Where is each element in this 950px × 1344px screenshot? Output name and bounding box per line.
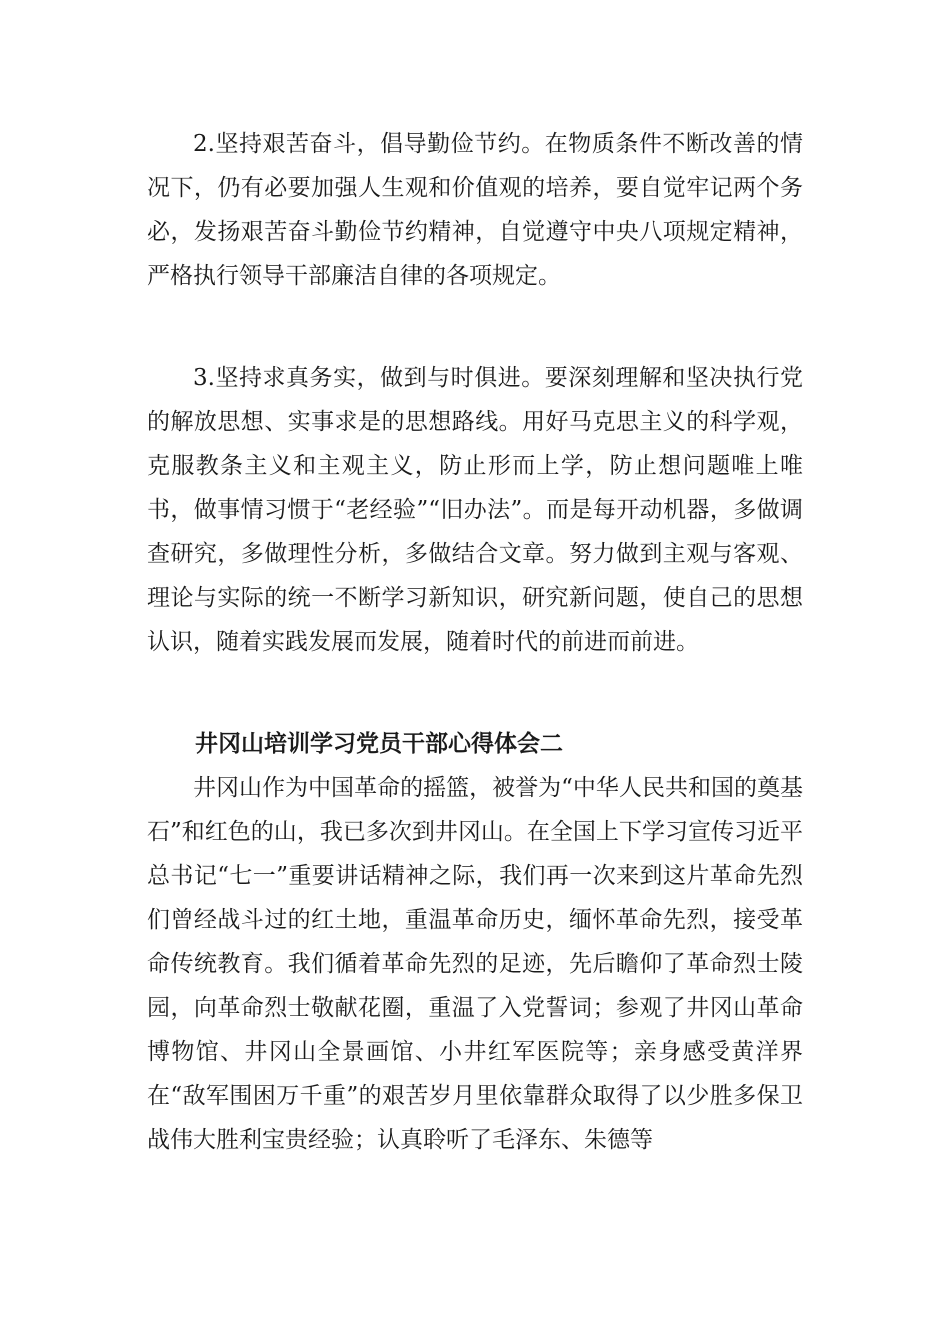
paragraph-jinggangshan: 井冈山作为中国革命的摇篮，被誉为“中华人民共和国的奠基石”和红色的山，我已多次到井冈山。在全国上下学习宣传习近平总书记“七一”重要讲话精神之际，我们再一次来到这片革命先烈们曾经战斗过的红土地，重温革命历史，缅怀革命先烈，接受革命传统教育。我们循着革命先烈的足迹，先后瞻仰了革命烈士陵园，向革命烈士敬献花圈，重温了入党誓词；参观了井冈山革命博物馆、井冈山全景画馆、小井红军医院等；亲身感受黄洋界在“敌军围困万千重”的艰苦岁月里依靠群众取得了以少胜多保卫战伟大胜利宝贵经验；认真聆听了毛泽东、朱德等 [147,775,803,1153]
paragraph-seek-truth: 3.坚持求真务实，做到与时俱进。要深刻理解和坚决执行党的解放思想、实事求是的思想路线。用好马克思主义的科学观，克服教条主义和主观主义，防止形而上学，防止想问题唯上唯书，做事情习惯于“老经验”“旧办法”。而是每开动机器，多做调查研究，多做理性分析，多做结合文章。努力做到主观与客观、理论与实际的统一不断学习新知识，研究新问题，使自己的思想认识，随着实践发展而发展，随着时代的前进而前进。 [147,365,803,655]
section-heading: 井冈山培训学习党员干部心得体会二 [195,731,563,757]
paragraph-hard-work: 2.坚持艰苦奋斗，倡导勤俭节约。在物质条件不断改善的情况下，仍有必要加强人生观和价值观的培养，要自觉牢记两个务必，发扬艰苦奋斗勤俭节约精神，自觉遵守中央八项规定精神，严格执行领导干部廉洁自律的各项规定。 [147,131,803,289]
